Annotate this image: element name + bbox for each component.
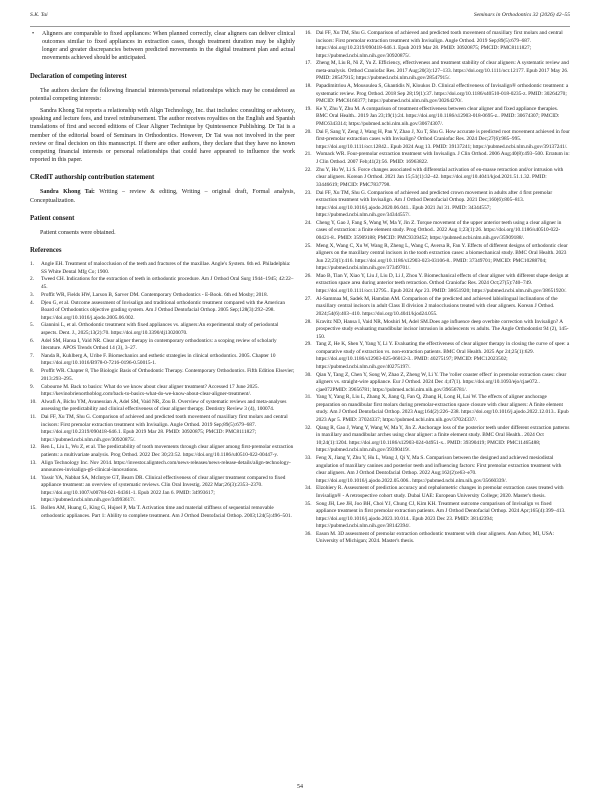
competing-paragraph-1: The authors declare the following financial interests/personal relationships which may be considered as potential competing interests: [30,87,295,102]
reference-number: 9. [30,383,34,390]
reference-text: Eason M. 3D assessment of premolar extraction orthodontic treatment with clear aligners. Ann Arbor, MI, USA: University of Michigan; 2024. Master's thesis. [316,530,554,545]
competing-paragraph-2: Sandra Khong Tai reports a relationship with Align Technology, Inc. that includes: consulting or advisory, speaking and lecture fees, and travel reimbursement. The author receives royalties on the English and Spanish translations of first and second editions of Clear Aligner Technique by Quintessence Publishing. Dr Tai is a member of the editorial board of Seminars in Orthodontics. However, Dr Tai was not involved in the peer review or final decision on this manuscript. If there are other authors, they declare that they have no known competing financial interests or personal relationships that could have appeared to influence the work reported in this paper. [30,108,295,164]
reference-number: 31. [305,394,312,401]
reference-number: 30. [305,371,312,378]
header-author: S.K. Tai [30,12,48,18]
reference-text: Qian Y, Tang Z, Chen Y, Song W, Zhao Z, Zheng W, Li Y. The 'roller coaster effect' in premolar extraction cases: clear aligners vs. straight-wire appliance. Eur J Orthod. 2024 Dec 4;47(1). https://doi.org/10.1093/ejo/cjae072.. cjae072PMID: 39656781; https://pubmed.ncbi.nlm.nih.gov/39656781/. [316,371,567,393]
summary-bullet [30,30,295,63]
reference-text: Dai FF, Xu TM, Shu G. Comparison of achieved and predicted crown movement in adults after 4 first premolar extraction treatment with Invisalign. Am J Orthod Dentofacial Orthop. 2021 Dec;160(6):805–813. https://doi.org/10.1016/j.ajodo.2020.06.041.. Epub 2021 Jul 31. PMID: 34344557; https://pubmed.ncbi.nlm.nih.gov/34344557/. [316,189,553,219]
reference-text: Align Technology Inc. Nov 2014. https://investor.aligntech.com/news-releases/news-release-details/align-technology-announces-invisalign-g6-clinical-innovations. [41,459,291,474]
reference-item [305,425,570,455]
reference-item [30,475,295,505]
reference-text: Proffit WR. Chapter 8, The Biologic Basis of Orthodontic Therapy. Contemporary Orthodontics. Fifth Edition Elsevier; 2013:293–295. [41,368,295,382]
reference-item [305,485,570,500]
reference-number: 36. [305,530,312,537]
credit-heading: CRediT authorship contribution statement [30,174,155,182]
reference-item [30,384,295,399]
reference-item [305,341,570,371]
reference-text: Qiang R, Gao J, Wang Y, Wang W, Ma Y, Jin Z. Anchorage loss of the posterior teeth under different extraction patterns in maxillary and mandibular arches using clear aligner: a finite element study. BMC Oral Health.. 2024 Oct 10;24(1):1204. https://doi.org/10.1186/s12903-024-04951-x.. PMID: 39390419; PMCID: PMC11465488; https://pubmed.ncbi.nlm.nih.gov/39390419/. [316,424,570,454]
reference-number: 7. [30,352,34,359]
reference-item [30,414,295,444]
reference-text: Papadimitriou A, Mousoulea S, Gkantidis N, Kloukos D. Clinical effectiveness of Invisalign® orthodontic treatment: a systematic review. Prog Orthod. 2018 Sep 28;19(1):37. https://doi.org/10.1186/s40510-018-0235-z. PMID: 30264270; PMCID: PMC6160377; https://pubmed.ncbi.nlm.nih.gov/30264270/. [316,83,569,105]
reference-item [30,460,295,475]
reference-text: Proffit WR, Fields HW, Larson B, Sarver DM. Contemporary Orthodontics - E-Book. 6th ed Mosby; 2018. [41,291,268,298]
reference-number: 8. [30,368,34,375]
reference-item [305,531,570,546]
credit-roles: Writing – review & editing, Writing – original draft, Formal analysis, Conceptualization. [30,189,295,204]
reference-text: Tweed CH. Indications for the extraction of teeth in orthodontic procedure. Am J Orthod Oral Surg 1944–1945; 42:22–45. [41,276,294,290]
reference-text: Cobourne M. Back to basics: What do we know about clear aligner treatment? Accessed 17 June 2025. https://kevinobrienorthoblog.com/back-to-basics-what-do-we-know-about-clear-aligner-treatment/. [41,383,259,397]
references-heading: References [30,246,62,254]
reference-number: 2. [30,276,34,283]
reference-text: Tang Z, He K, Shen Y, Yang Y, Li Y. Evaluating the effectiveness of clear aligner therapy in closing the curve of spee: a comparative study of extraction vs. non-extraction patients. BMC Oral Health. 2025 Apr 24;25(1):629. https://doi.org/10.1186/s12903-025-06012-3.. PMID: 40275197; PMCID: PMC12023502; https://pubmed.ncbi.nlm.nih.gov/40275197/. [316,341,570,370]
reference-text: Angle EH. Treatment of malocclusion of the teeth and fractures of the maxillae. Angle's System. 6th ed. Philadelphia: SS White Dental Mfg Co; 1900. [41,261,291,275]
reference-number: 33. [305,455,312,462]
credit-paragraph [30,188,295,204]
reference-number: 11. [30,414,37,421]
reference-item [30,368,295,383]
reference-number: 26. [305,272,312,279]
reference-text: Dai FF, Xu TM, Shu G. Comparison of achieved and predicted tooth movement of maxillary first molars and central incisors: First premolar extraction treatment with Invisalign. Angle Orthod. 2019 Sep;89(5):679–687. https://doi.org/10.2319/090418-646.1. Epub 2019 Mar 28. PMID: 30920875; PMCID: PMC8111827; https://pubmed.ncbi.nlm.nih.gov/30920875/. [316,30,563,59]
reference-item [30,261,295,276]
reference-item [30,505,295,520]
reference-number: 22. [305,166,312,173]
reference-item [30,292,295,300]
reference-item [305,167,570,190]
reference-number: 13. [30,459,37,466]
reference-number: 34. [305,485,312,492]
reference-item [305,394,570,424]
reference-item [30,276,295,291]
reference-text: Zheng M, Liu R, Ni Z, Yu Z. Efficiency, effectiveness and treatment stability of clear aligners: A systematic review and meta-analysis. Orthod Craniofac Res. 2017 Aug;20(3):127–133. https://doi.org/10.1111/ocr.12177. Epub 2017 May 26. PMID: 28547915; https://pubmed.ncbi.nlm.nih.gov/28547915/. [316,60,569,82]
reference-text: Kravitz ND, Hansa I, Vaid NR, Moshiri M, Adel SM.Does age influence deep overbite correction with Invisalign? A prospective study evaluating mandibular incisor intrusion in adolescents vs adults. The Angle Orthodontist 94 (2), 145-150. [316,318,569,340]
reference-number: 21. [305,151,312,158]
reference-item [305,190,570,220]
reference-item [305,60,570,83]
reference-number: 6. [30,337,34,344]
reference-item [305,273,570,296]
reference-number: 27. [305,295,312,302]
reference-item [305,151,570,166]
reference-item [305,372,570,395]
consent-heading: Patient consent [30,214,75,222]
reference-number: 35. [305,500,312,507]
reference-text: Ke Y, Zhu Y, Zhu M. A comparison of treatment effectiveness between clear aligner and fixed appliance therapies. BMC Oral Health.. 2019 Jan 23;19(1):24. https://doi.org/10.1186/s12903-018-0695-z.. PMID: 30674307; PMCID: PMC6343314; https://pubmed.ncbi.nlm.nih.gov/30674307/. [316,105,560,127]
header-journal: Seminars in Orthodontics 32 (2026) 42–55 [473,12,570,18]
reference-text: Feng X, Jiang Y, Zhu Y, Hu L, Wang J, Qi Y, Ma S. Comparison between the designed and achieved mesiodistal angulation of maxillary canines and posterior teeth and influencing factors: First premolar extraction treatment with clear aligners. Am J Orthod Dentofacial Orthop. 2022 Aug;162(2):e63–e70. https://doi.org/10.1016/j.ajodo.2022.05.006.. https://pubmed.ncbi.nlm.nih.gov/35660339/. [316,455,562,484]
reference-text: Zhu Y, Hu W, Li S. Force changes associated with differential activation of en-masse retraction and/or intrusion with clear aligners. Korean J Orthod. 2021 Jan 15;51(1):32–42. https://doi.org/10.4041/kjod.2021.51.1.32. PMID: 33446619; PMCID: PMC7837798. [316,166,564,188]
reference-item [305,296,570,319]
reference-text: Nanda R, Kuhlberg A, Uribe F. Biomechanics and esthetic strategies in clinical orthodontics. 2005. Chapter 10 https://doi.org/10.1016/B978-0-7216-0196-0.50015-1. [41,352,276,367]
reference-item [305,83,570,106]
reference-number: 20. [305,128,312,135]
reference-item [305,501,570,531]
reference-text: Ren L, Liu L, Wu Z, et al. The predictability of tooth movements through clear aligner among first-premolar extraction patients: a multivariate analysis. Prog Orthod. 2022 Dec 30;23:52. https://doi.org/10.1186/s40510-022-00447-y. [41,444,294,458]
reference-text: Adel SM, Hansa I, Vaid NR. Clear aligner therapy in contemporary orthodontics: a scoping review of scholarly literature. APOS Trends Orthod 14 (3), 3–27. [41,337,277,352]
reference-number: 17. [305,60,312,67]
reference-number: 19. [305,105,312,112]
reference-item [305,455,570,485]
reference-text: Cheng Y, Gao J, Fang S, Wang W, Ma Y, Jin Z. Torque movement of the upper anterior teeth using a clear aligner in cases of extraction: a finite element study. Prog Orthod.. 2022 Aug 1;23(1):26. https://doi.org/10.1186/s40510-022-00421-8.. PMID: 35909188; PMCID: PMC9339452; https://pubmed.ncbi.nlm.nih.gov/35909188/. [316,219,562,241]
reference-text: Dai FF, Xu TM, Shu G. Comparison of achieved and predicted tooth movement of maxillary first molars and central incisors: First premolar extraction treatment with Invisalign. Angle Orthod. 2019 Sep;89(5):679–687. https://doi.org/10.2319/090418-646.1. Epub 2019 Mar 28. PMID: 30920875; PMCID: PMC8111827; https://pubmed.ncbi.nlm.nih.gov/30920875/. [41,414,288,443]
bullet-icon: • [32,31,35,37]
credit-author: Sandra Khong Tai: [40,189,95,196]
reference-number: 1. [30,261,34,268]
running-header [30,12,570,27]
competing-heading: Declaration of competing interest [30,72,127,80]
reference-text: Womack WR. Four-premolar extraction treatment with Invisalign. J Clin Orthod. 2006 Aug;40(8):493–500. Erratum in: J Clin Orthod. 2007 Feb;41(2):56. PMID: 16963822. [316,151,570,165]
reference-number: 10. [30,398,37,405]
reference-list-left [30,261,295,520]
reference-item [30,399,295,414]
reference-text: Song JH, Lee JH, Joo BH, Choi YJ, Chung CJ, Kim KH. Treatment outcome comparison of Invisalign vs fixed appliance treatment in first premolar extraction patients. Am J Orthod Dentofacial Orthop. 2024 Apr;165(4):399–413. https://doi.org/10.1016/j.ajodo.2023.10.014.. Epub 2023 Dec 23. PMID: 38142394; https://pubmed.ncbi.nlm.nih.gov/38142394/. [316,500,566,530]
reference-text: Djeu G, et al. Outcome assessment of Invisalign and traditional orthodontic treatment compared with the American Board of Orthodontics objective grading system. Am J Orthod Dentofacial Orthop. 2005 Sep;128(3):292–298. https://doi.org/10.1016/j.ajodo.2005.06.002. [41,299,286,321]
reference-text: Yassir YA, Nabbat SA, McIntyre GT, Bearn DR. Clinical effectiveness of clear aligner treatment compared to fixed appliance treatment: an overview of systematic reviews. Clin Oral Investig. 2022 Mar;26(3):2353–2370. https://doi.org/10.1007/s00784-021-04361-1. Epub 2022 Jan 6. PMID: 34993617; https://pubmed.ncbi.nlm.nih.gov/34993617/. [41,474,286,504]
reference-number: 14. [30,474,37,481]
reference-number: 18. [305,83,312,90]
reference-item [305,319,570,342]
page-number: 54 [297,784,303,790]
reference-number: 23. [305,189,312,196]
reference-number: 4. [30,299,34,306]
reference-item [30,444,295,459]
reference-item [305,129,570,152]
reference-number: 16. [305,30,312,36]
reference-text: Bollen AM, Huang G, King G, Hujoel P, Ma T. Activation time and material stiffness of sequential removable orthodontic appliances. Part 1: Ability to complete treatment. Am J Orthod Dentofacial Orthop. 2003;124(5):496–501. [41,505,292,519]
reference-item [305,30,570,60]
reference-text: Mao B, Tian Y, Xiao Y, Liu J, Liu D, Li J, Zhou Y. Biomechanical effects of clear aligner with different shape design at extraction space area during anterior teeth retraction. Orthod Craniofac Res. 2024 Oct;27(5):740–749. https://doi.org/10.1111/ocr.12795.. Epub 2024 Apr 23. PMID: 38651920; https://pubmed.ncbi.nlm.nih.gov/38651920/. [316,272,569,294]
reference-item [305,106,570,129]
bullet-text: Aligners are comparable to fixed appliances: When planned correctly, clear aligners can deliver clinical outcomes similar to fixed appliances in extraction cases, though treatment duration may be slightly longer and greater discrepancies between predicted movements in the digital treatment plan and actual movements achieved should be anticipated. [42,31,295,62]
reference-item [30,322,295,337]
reference-item [305,220,570,243]
reference-number: 5. [30,322,34,329]
reference-text: Meng X, Wang C, Xu W, Wang R, Zheng L, Wang C, Aversa R, Fan Y. Effects of different designs of orthodontic clear aligners on the maxillary central incisors in the tooth extraction cases: a biomechanical study. BMC Oral Health. 2023 Jun 22;23(1):416. https://doi.org/10.1186/s12903-023-03106-8.. PMID: 37349701; PMCID: PMC10288704; https://pubmed.ncbi.nlm.nih.gov/37349701/. [316,242,568,272]
reference-list-right [305,30,570,546]
reference-number: 25. [305,242,312,249]
reference-number: 28. [305,318,312,325]
reference-number: 12. [30,444,37,451]
reference-number: 3. [30,291,34,298]
reference-item [305,243,570,273]
reference-item [30,338,295,353]
reference-text: Elzohiery R. Assessment of prediction accuracy and cephalometric changes in premolar extraction cases treated with Invisalign® - A retrospective cohort study. Dubai UAE: European University College; 2020. Master's thesis. [316,485,564,499]
reference-number: 29. [305,341,312,348]
reference-item [30,353,295,368]
reference-number: 32. [305,424,312,431]
reference-text: Alwafi A, Bichu YM, Avanessian A, Adel SM, Vaid NR, Zou B. Overview of systematic reviews and meta-analyses assessing the predictability and clinical effectiveness of clear aligner therapy. Dentistry Review 3 (4), 100074. [41,398,287,413]
reference-text: Giannini L, et al. Orthodontic treatment with fixed appliances vs. aligners:An experimental study of periodontal aspects. Dent. J., 2025;13(2):70. https://doi.org/10.3390/dj13020070. [41,322,279,336]
left-column [30,30,295,521]
reference-number: 24. [305,219,312,226]
reference-text: Al-Sammaa M, Sadek M, Hamdan AM. Comparison of the predicted and achieved labiolingual inclinations of the maxillary central incisors in adult Class II division 2 malocclusions treated with clear aligners. Korean J Orthod. 2024;54(6):403–410. https://doi.org/10.4041/kjod24.055. [316,295,558,317]
reference-text: Yang Y, Yang R, Liu L, Zhang X, Jiang Q, Fan Q, Zhang H, Long H, Lai W. The effects of aligner anchorage preparation on mandibular first molars during premolar-extraction space closure with clear aligners: A finite element study. Am J Orthod Dentofacial Orthop. 2023 Aug;164(2):226–238. https://doi.org/10.1016/j.ajodo.2022.12.013.. Epub 2023 Apr 5. PMID: 37024337; https://pubmed.ncbi.nlm.nih.gov/37024337/. [316,394,569,423]
reference-number: 15. [30,505,37,512]
reference-item [30,300,295,323]
consent-text: Patient consents were obtained. [40,229,116,236]
reference-text: Dai F, Sang Y, Zeng J, Wang H, Pan Y, Zhao J, Xu T, Shu G. How accurate is predicted root movement achieved in four first-premolar extraction cases with Invisalign? Orthod Craniofac Res. 2024 Dec;27(6):985–995. https://doi.org/10.1111/ocr.12842.. Epub 2024 Aug 13. PMID: 39137241; https://pubmed.ncbi.nlm.nih.gov/39137241/. [316,128,570,150]
